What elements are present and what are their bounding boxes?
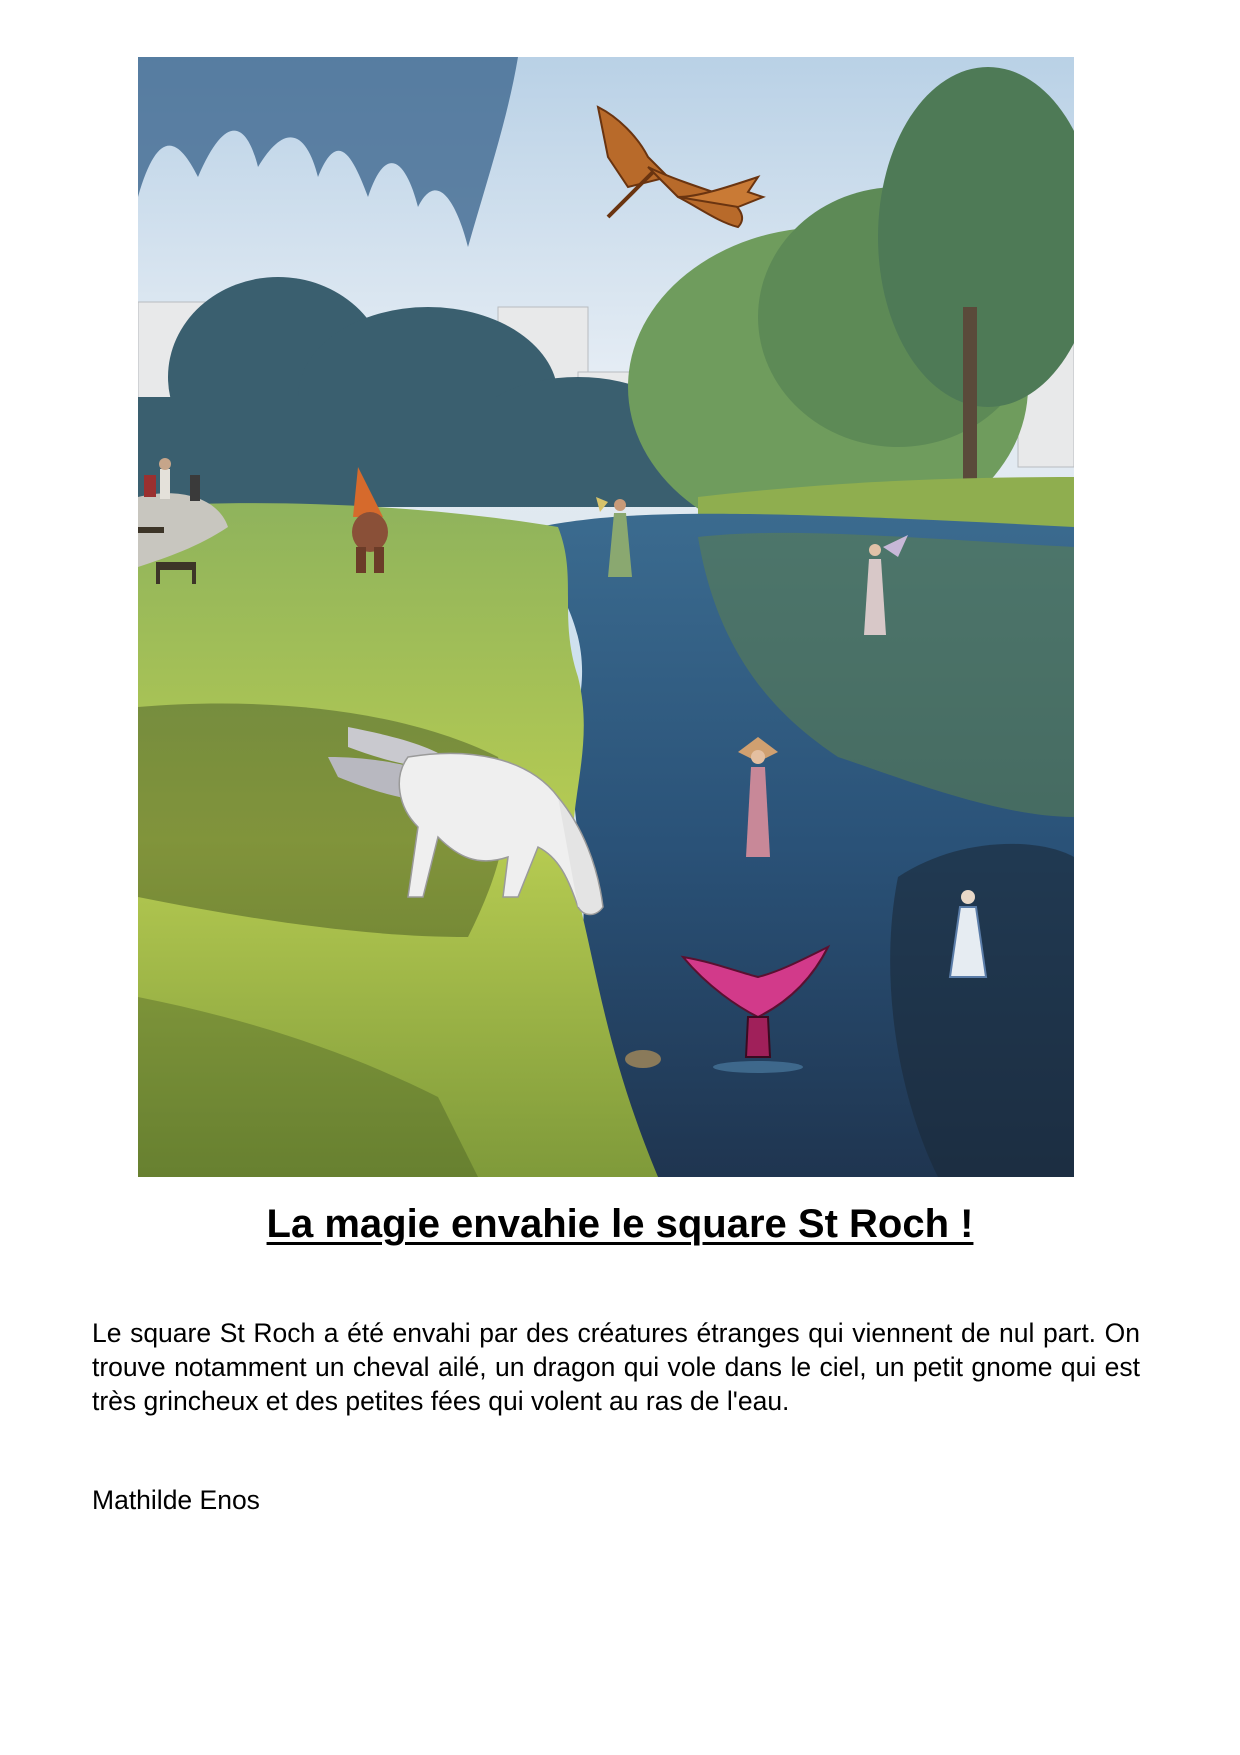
collage-illustration (138, 57, 1074, 1177)
article-author: Mathilde Enos (92, 1485, 260, 1515)
article-body: Le square St Roch a été envahi par des créatures étranges qui viennent de nul part. On trouve notamment un cheval ailé, un dragon qui vole dans le ciel, un petit gnome qui est très grincheux et des petites fées qui volent au ras de l'eau. (92, 1318, 1140, 1416)
article-title: La magie envahie le square St Roch ! (266, 1202, 974, 1246)
collage-photo (138, 57, 1074, 1177)
duck (625, 1050, 661, 1068)
